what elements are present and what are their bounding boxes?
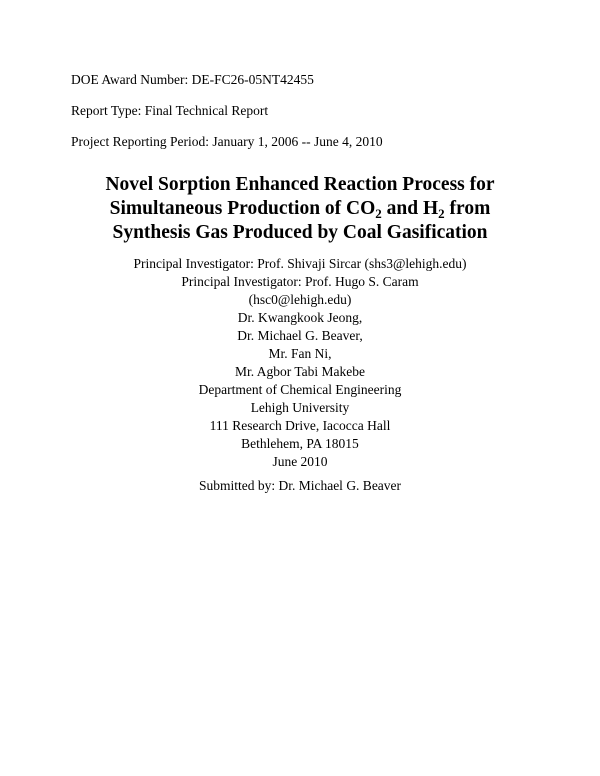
title-line-2-part-2: and H <box>381 198 439 219</box>
investigator-line: Mr. Agbor Tabi Makebe <box>234 364 366 379</box>
investigator-line: (hsc0@lehigh.edu) <box>248 292 352 307</box>
investigator-line: Dr. Michael G. Beaver, <box>237 328 363 343</box>
investigator-line: Principal Investigator: Prof. Hugo S. Caram <box>181 274 419 289</box>
affiliation-line: June 2010 <box>272 454 328 469</box>
co2-subscript: 2 <box>375 206 382 221</box>
title-line-2-part-1: Simultaneous Production of CO <box>109 198 376 219</box>
investigator-line: Mr. Fan Ni, <box>268 346 332 361</box>
report-title <box>40 173 560 245</box>
affiliation-line: 111 Research Drive, Iacocca Hall <box>209 418 391 433</box>
title-line-1: Novel Sorption Enhanced Reaction Process for <box>105 174 495 195</box>
affiliation-block <box>60 381 540 471</box>
submitted-by: Submitted by: Dr. Michael G. Beaver <box>198 478 402 493</box>
h2-subscript: 2 <box>438 206 445 221</box>
reporting-period: Project Reporting Period: January 1, 2006 -- June 4, 2010 <box>71 134 383 149</box>
investigators-block <box>60 255 540 381</box>
affiliation-line: Bethlehem, PA 18015 <box>241 436 359 451</box>
report-type: Report Type: Final Technical Report <box>71 103 269 118</box>
title-line-2 <box>40 197 560 221</box>
affiliation-line: Lehigh University <box>250 400 350 415</box>
title-line-3: Synthesis Gas Produced by Coal Gasification <box>112 222 488 243</box>
award-number: DOE Award Number: DE-FC26-05NT42455 <box>71 72 314 87</box>
title-line-2-part-3: from <box>444 198 491 219</box>
investigator-line: Principal Investigator: Prof. Shivaji Sircar (shs3@lehigh.edu) <box>133 256 467 271</box>
investigator-line: Dr. Kwangkook Jeong, <box>237 310 363 325</box>
affiliation-line: Department of Chemical Engineering <box>198 382 402 397</box>
